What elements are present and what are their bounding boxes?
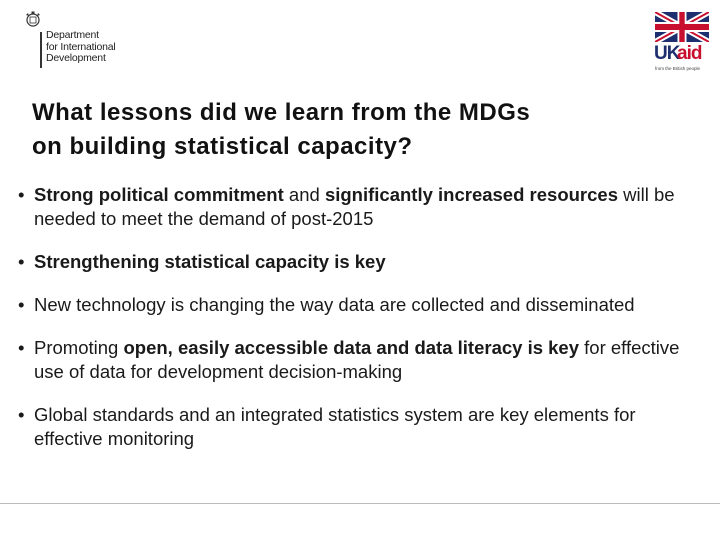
- logo-divider: [40, 32, 42, 68]
- footer-divider: [0, 503, 720, 504]
- dfid-logo: [20, 8, 130, 64]
- title-line-1: What lessons did we learn from the MDGs: [32, 99, 531, 126]
- title-line-2: on building statistical capacity?: [32, 133, 413, 160]
- bullet-text: Strengthening statistical capacity is key: [34, 251, 386, 272]
- bullet-text: and: [283, 184, 325, 205]
- bullet-text: Promoting: [34, 337, 124, 358]
- bullet-item: [18, 250, 698, 274]
- bullet-text: for effective use of data for development decision-making: [34, 337, 680, 382]
- bullet-list: [18, 183, 698, 451]
- ukaid-uk: UK: [654, 43, 680, 64]
- bullet-marker: •: [18, 294, 25, 315]
- bullet-text: Strong political commitment: [34, 184, 284, 205]
- bullet-text: New technology is changing the way data are collected and disseminated: [34, 294, 635, 315]
- bullet-marker: •: [18, 404, 25, 425]
- ukaid-aid: aid: [677, 43, 702, 64]
- bullet-item: [18, 336, 698, 384]
- bullet-text: Global standards and an integrated statistics system are key elements for effective monitoring: [34, 404, 636, 449]
- ukaid-tagline: from the British people: [655, 66, 701, 71]
- bullet-item: [18, 403, 698, 451]
- royal-crest-icon: [23, 11, 43, 29]
- bullet-marker: •: [18, 251, 25, 272]
- union-flag-icon: [655, 12, 709, 42]
- ukaid-logo: [653, 12, 711, 71]
- dfid-logo-text: [46, 30, 116, 65]
- bullet-marker: •: [18, 337, 25, 358]
- dfid-line-3: Development: [46, 52, 106, 64]
- bullet-item: [18, 183, 698, 231]
- slide-title: [32, 96, 672, 164]
- bullet-text: open, easily accessible data and data literacy is key: [123, 337, 580, 358]
- bullet-text: will be needed to meet the demand of post-2015: [34, 184, 675, 229]
- bullet-text: significantly increased resources: [324, 184, 618, 205]
- dfid-line-1: Department: [46, 29, 99, 41]
- bullet-marker: •: [18, 184, 25, 205]
- bullet-item: [18, 293, 698, 317]
- dfid-line-2: for International: [46, 40, 116, 53]
